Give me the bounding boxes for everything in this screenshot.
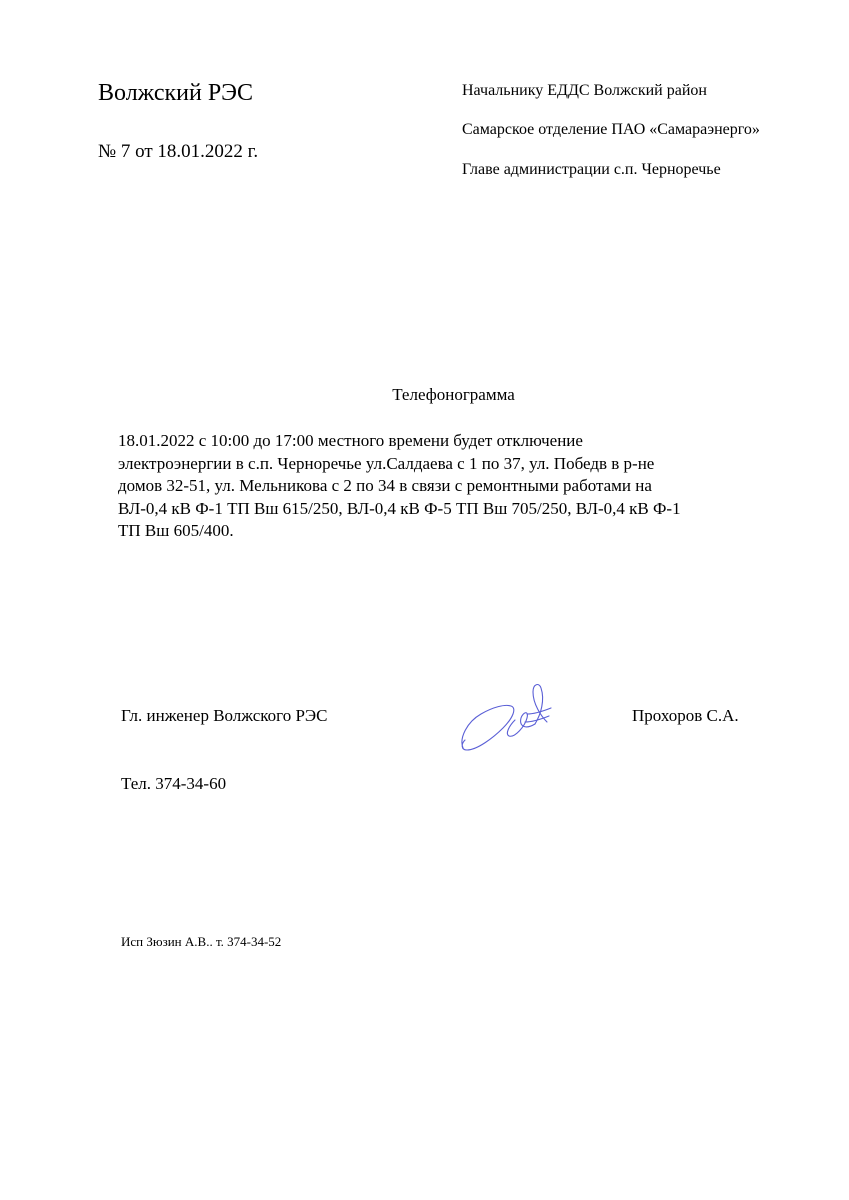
message-body: 18.01.2022 с 10:00 до 17:00 местного времени будет отключение электроэнергии в с.п. Черноречье ул.Салдаева с 1 по 37, ул. Победв в р-не домов 32-51, ул. Мельникова с 2 по 34 в связи с ремонтными работами на ВЛ-0,4 кВ Ф-1 ТП Вш 615/250, ВЛ-0,4 кВ Ф-5 ТП Вш 705/250, ВЛ-0,4 кВ Ф-1 ТП Вш 605/400. <box>118 431 681 540</box>
sender-organization: Волжский РЭС <box>98 80 254 106</box>
document-title: Телефонограмма <box>392 385 515 404</box>
recipient-line-2: Самарское отделение ПАО «Самараэнерго» <box>462 121 760 138</box>
recipient-line-1: Начальнику ЕДДС Волжский район <box>462 82 707 99</box>
phone-number: Тел. 374-34-60 <box>121 774 227 793</box>
document-number: № 7 от 18.01.2022 г. <box>98 141 259 162</box>
executor-info: Исп Зюзин А.В.. т. 374-34-52 <box>121 934 282 949</box>
recipient-line-3: Главе администрации с.п. Черноречье <box>462 161 721 178</box>
signer-position: Гл. инженер Волжского РЭС <box>121 706 328 725</box>
signer-name: Прохоров С.А. <box>632 706 739 725</box>
handwritten-signature <box>455 676 565 756</box>
